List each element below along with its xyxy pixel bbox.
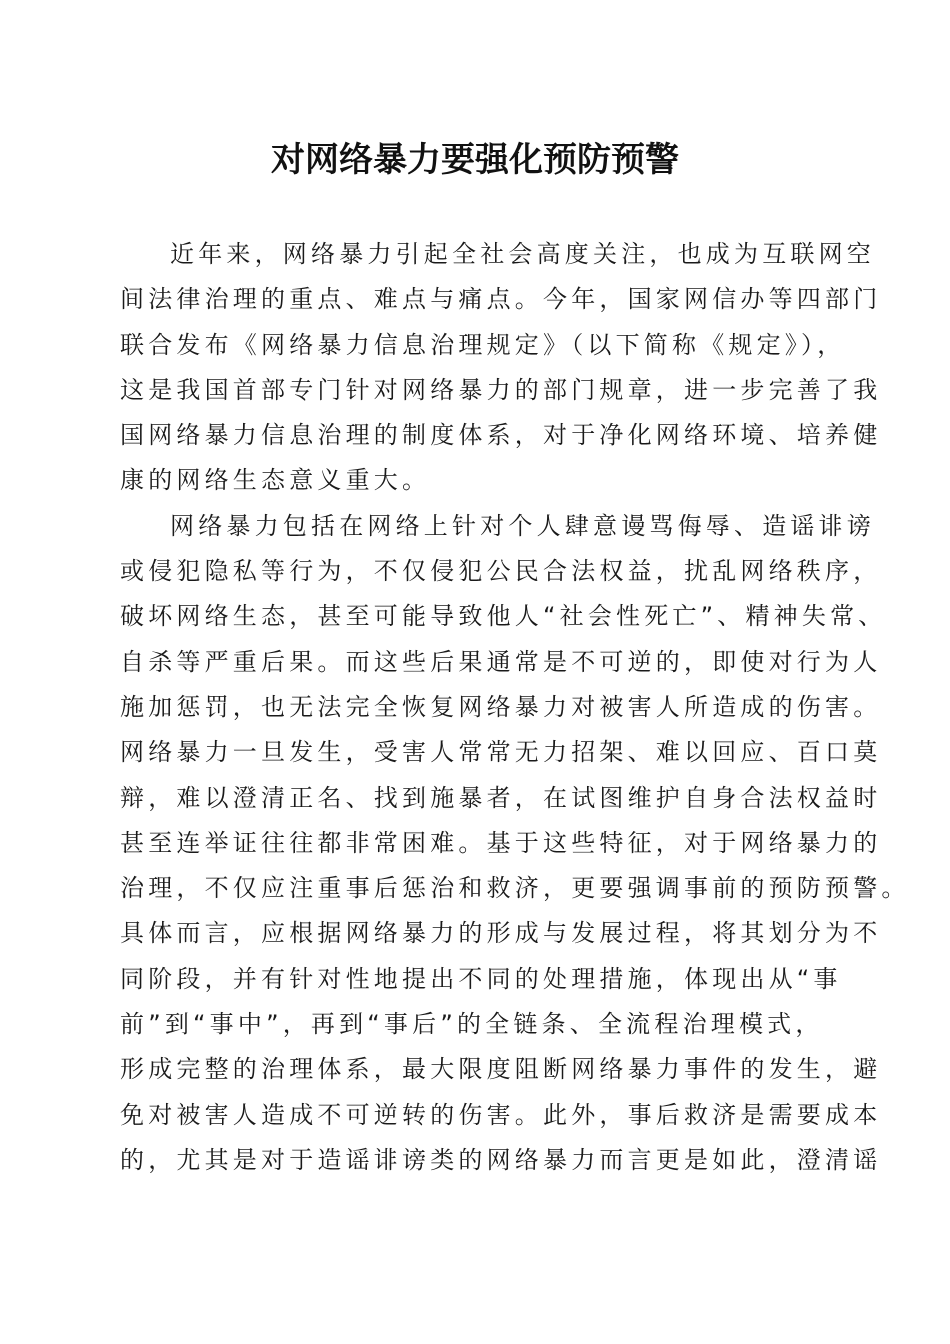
body-line: 网络暴力包括在网络上针对个人肆意谩骂侮辱、造谣诽谤 [170, 511, 875, 540]
body-line: 联合发布《网络暴力信息治理规定》（以下简称《规定》）， [120, 330, 846, 359]
body-line: 辩，难以澄清正名、找到施暴者，在试图维护自身合法权益时 [120, 783, 882, 812]
body-line: 这是我国首部专门针对网络暴力的部门规章，进一步完善了我 [120, 375, 882, 404]
body-line: 的，尤其是对于造谣诽谤类的网络暴力而言更是如此，澄清谣 [120, 1145, 882, 1174]
body-line: 治理，不仅应注重事后惩治和救济，更要强调事前的预防预警。 [120, 874, 910, 903]
body-line: 施加惩罚，也无法完全恢复网络暴力对被害人所造成的伤害。 [120, 692, 882, 721]
body-line: 自杀等严重后果。而这些后果通常是不可逆的，即使对行为人 [120, 647, 882, 676]
body-line: 康的网络生态意义重大。 [120, 466, 431, 495]
document-title: 对网络暴力要强化预防预警 [271, 140, 679, 180]
document-body [120, 232, 910, 1183]
body-line: 国网络暴力信息治理的制度体系，对于净化网络环境、培养健 [120, 421, 882, 450]
body-line: 同阶段，并有针对性地提出不同的处理措施，体现出从“事 [120, 964, 842, 993]
body-line: 近年来，网络暴力引起全社会高度关注，也成为互联网空 [170, 240, 875, 268]
body-line: 破坏网络生态，甚至可能导致他人“社会性死亡”、精神失常、 [120, 602, 887, 631]
body-line: 免对被害人造成不可逆转的伤害。此外，事后救济是需要成本 [120, 1100, 882, 1129]
body-line: 间法律治理的重点、难点与痛点。今年，国家网信办等四部门 [120, 285, 882, 314]
body-line: 形成完整的治理体系，最大限度阻断网络暴力事件的发生，避 [120, 1055, 882, 1084]
body-line: 网络暴力一旦发生，受害人常常无力招架、难以回应、百口莫 [120, 738, 882, 767]
body-line: 甚至连举证往往都非常困难。基于这些特征，对于网络暴力的 [120, 828, 882, 857]
body-line: 前”到“事中”，再到“事后”的全链条、全流程治理模式， [120, 1010, 824, 1039]
body-line: 或侵犯隐私等行为，不仅侵犯公民合法权益，扰乱网络秩序， [120, 557, 882, 586]
body-line: 具体而言，应根据网络暴力的形成与发展过程，将其划分为不 [120, 919, 882, 948]
